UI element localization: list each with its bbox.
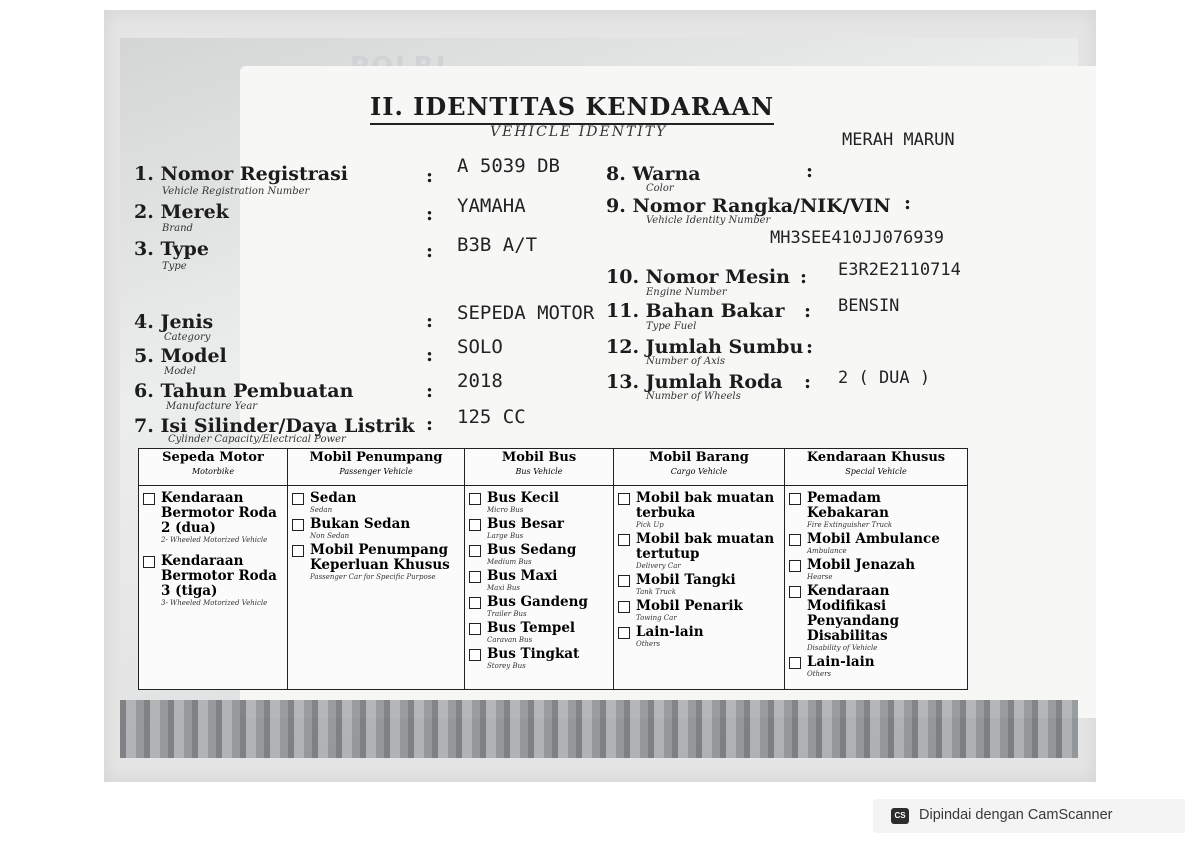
category-item: Mobil Penarik Towing Car [618,599,780,622]
category-header: Sepeda Motor Motorbike [139,449,288,486]
checkbox[interactable] [618,493,630,505]
field-value-year: 2018 [457,370,503,392]
field-value-type: B3B A/T [457,234,538,256]
category-item: Mobil Tangki Tank Truck [618,573,780,596]
field-sub-brand: Brand [162,223,193,234]
camscanner-label: Dipindai dengan CamScanner [919,807,1113,823]
category-header: Mobil Bus Bus Vehicle [465,449,614,486]
checkbox[interactable] [469,649,481,661]
category-item: Kendaraan Bermotor Roda 3 (tiga) 3- Wheeled Motorized Vehicle [143,554,283,607]
field-colon: : [904,192,912,214]
category-item: Bus Tingkat Storey Bus [469,647,609,670]
category-item: Mobil Jenazah Hearse [789,558,963,581]
category-item: Lain-lain Others [618,625,780,648]
field-sub-category: Category [164,332,211,343]
checkbox[interactable] [789,657,801,669]
field-value-wheels: 2 ( DUA ) [838,368,931,388]
field-colon: : [804,371,812,393]
category-item: Bus Sedang Medium Bus [469,543,609,566]
field-sub-cylinder: Cylinder Capacity/Electrical Power [168,434,346,445]
category-column-bus [465,486,614,690]
checkbox[interactable] [292,493,304,505]
field-value-vin: MH3SEE410JJ076939 [770,228,944,248]
category-item: Bukan Sedan Non Sedan [292,517,460,540]
category-header: Mobil Barang Cargo Vehicle [614,449,785,486]
field-colon: : [806,336,814,358]
checkbox[interactable] [292,519,304,531]
checkbox[interactable] [469,597,481,609]
checkbox[interactable] [292,545,304,557]
field-colon: : [426,413,434,435]
field-value-color: MERAH MARUN [842,130,955,150]
camscanner-icon: CS [891,808,909,824]
category-item: Bus Maxi Maxi Bus [469,569,609,592]
checkbox[interactable] [789,586,801,598]
checkbox[interactable] [143,493,155,505]
category-item: Bus Gandeng Trailer Bus [469,595,609,618]
field-label-cylinder: 7. Isi Silinder/Daya Listrik [134,415,415,437]
field-label-year: 6. Tahun Pembuatan [134,380,354,402]
category-item: Pemadam Kebakaran Fire Extinguisher Truck [789,491,963,529]
field-label-brand: 2. Merek [134,201,229,223]
field-sub-model: Model [164,366,196,377]
field-colon: : [426,203,434,225]
field-label-model: 5. Model [134,345,227,367]
category-item: Mobil Penumpang Keperluan Khusus Passenger Car for Specific Purpose [292,543,460,581]
section-title: II. IDENTITAS KENDARAAN [370,92,774,125]
field-colon: : [426,380,434,402]
category-item: Mobil bak muatan terbuka Pick Up [618,491,780,529]
category-item: Lain-lain Others [789,655,963,678]
checkbox[interactable] [789,560,801,572]
field-value-brand: YAMAHA [457,195,526,217]
category-item: Sedan Sedan [292,491,460,514]
field-label-category: 4. Jenis [134,311,214,333]
field-sub-axis: Number of Axis [646,356,726,367]
category-header: Kendaraan Khusus Special Vehicle [785,449,968,486]
checkbox[interactable] [618,601,630,613]
field-colon: : [426,344,434,366]
checkbox[interactable] [618,575,630,587]
field-sub-color: Color [646,183,674,194]
field-label-color: 8. Warna [606,163,701,185]
field-sub-year: Manufacture Year [166,401,258,412]
field-colon: : [426,310,434,332]
field-colon: : [800,266,808,288]
checkbox[interactable] [469,519,481,531]
field-value-cylinder: 125 CC [457,406,526,428]
checkbox[interactable] [618,627,630,639]
field-label-engine: 10. Nomor Mesin [606,266,790,288]
field-label-registration: 1. Nomor Registrasi [134,163,348,185]
field-label-axis: 12. Jumlah Sumbu [606,336,804,358]
field-value-category: SEPEDA MOTOR [457,302,595,324]
category-item: Bus Tempel Caravan Bus [469,621,609,644]
checkbox[interactable] [469,545,481,557]
field-value-fuel: BENSIN [838,296,900,316]
field-sub-type: Type [162,261,187,272]
field-sub-fuel: Type Fuel [646,321,697,332]
category-column-passenger [288,486,465,690]
field-value-registration: A 5039 DB [457,155,560,177]
category-header: Mobil Penumpang Passenger Vehicle [288,449,465,486]
checkbox[interactable] [469,623,481,635]
section-subtitle: VEHICLE IDENTITY [490,124,668,140]
hologram-band [120,700,1078,758]
field-colon: : [806,160,814,182]
field-label-type: 3. Type [134,238,209,260]
category-item: Bus Besar Large Bus [469,517,609,540]
checkbox[interactable] [618,534,630,546]
field-sub-wheels: Number of Wheels [646,391,741,402]
field-colon: : [426,240,434,262]
category-column-cargo [614,486,785,690]
field-label-vin: 9. Nomor Rangka/NIK/VIN [606,195,891,217]
checkbox[interactable] [789,493,801,505]
checkbox[interactable] [469,571,481,583]
category-item: Bus Kecil Micro Bus [469,491,609,514]
field-sub-vin: Vehicle Identity Number [646,215,771,226]
field-colon: : [426,165,434,187]
field-colon: : [804,300,812,322]
checkbox[interactable] [789,534,801,546]
category-item: Kendaraan Modifikasi Penyandang Disabilitas Disability of Vehicle [789,584,963,652]
field-label-fuel: 11. Bahan Bakar [606,300,785,322]
category-item: Kendaraan Bermotor Roda 2 (dua) 2- Wheeled Motorized Vehicle [143,491,283,544]
camscanner-badge [873,799,1185,833]
category-item: Mobil Ambulance Ambulance [789,532,963,555]
category-item: Mobil bak muatan tertutup Delivery Car [618,532,780,570]
checkbox[interactable] [143,556,155,568]
category-column-special [785,486,968,690]
field-label-wheels: 13. Jumlah Roda [606,371,783,393]
field-value-engine: E3R2E2110714 [838,260,961,280]
field-value-model: SOLO [457,336,503,358]
field-sub-registration: Vehicle Registration Number [162,186,310,197]
vehicle-category-table [138,448,968,690]
category-column-motorbike [139,486,288,690]
checkbox[interactable] [469,493,481,505]
field-sub-engine: Engine Number [646,287,727,298]
